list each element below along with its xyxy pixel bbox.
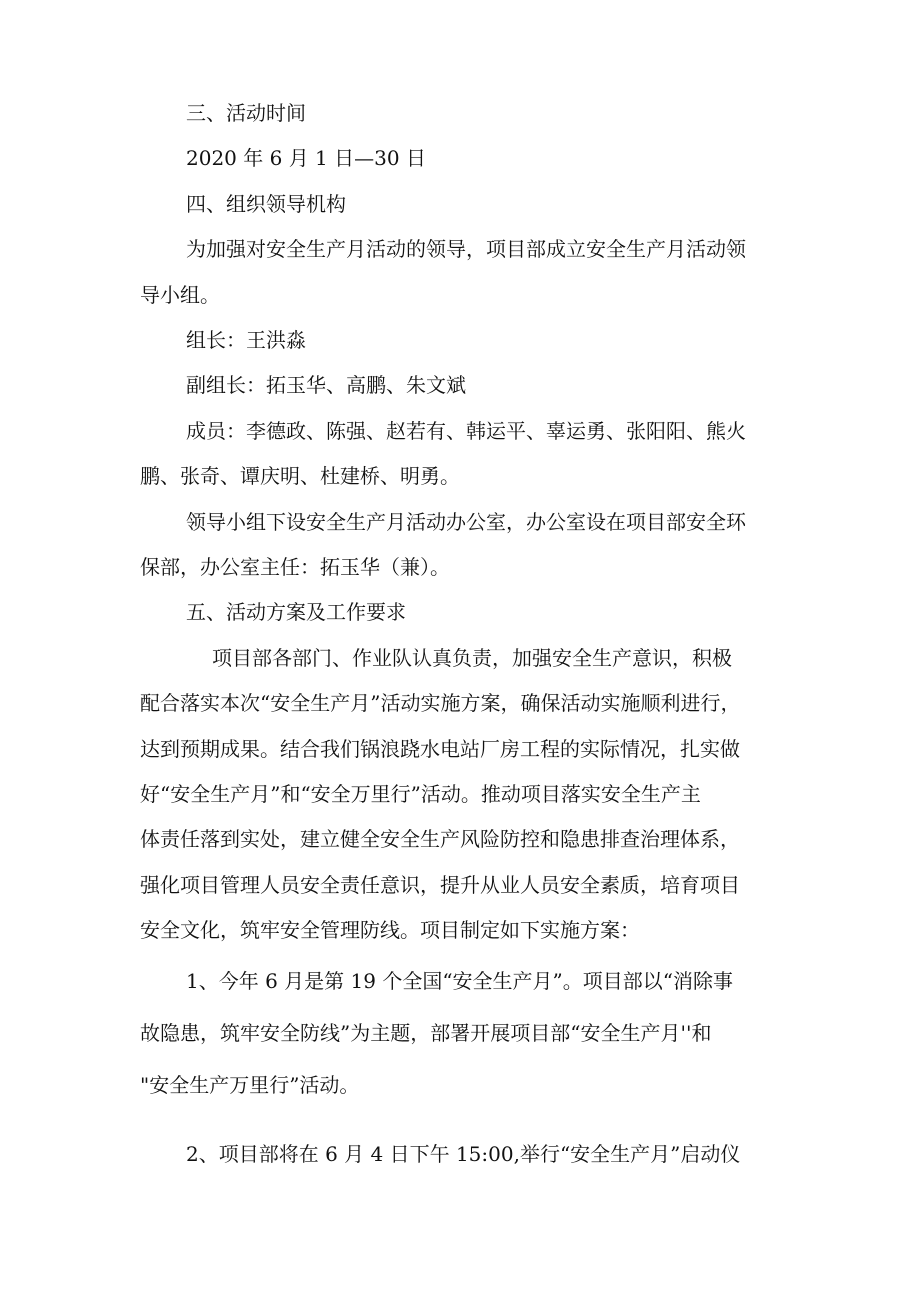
deputy-leader-line: 副组长：拓玉华、高鹏、朱文斌	[186, 373, 466, 397]
paragraph-line: 安全文化，筑牢安全管理防线。项目制定如下实施方案：	[140, 918, 640, 942]
paragraph-line: 为加强对安全生产月活动的领导，项目部成立安全生产月活动领	[186, 237, 746, 261]
paragraph-line: 好“安全生产月”和“安全万里行”活动。推动项目落实安全生产主	[140, 782, 701, 806]
paragraph-line: 领导小组下设安全生产月活动办公室，办公室设在项目部安全环	[186, 510, 746, 534]
paragraph-line: 体责任落到实处，建立健全安全生产风险防控和隐患排查治理体系，	[140, 827, 740, 851]
list-item-1: 1、今年 6 月是第 19 个全国“安全生产月”。项目部以“消除事	[186, 969, 734, 993]
list-item-1-continued: "安全生产万里行”活动。	[140, 1073, 360, 1097]
section-heading-organization: 四、组织领导机构	[186, 192, 346, 216]
paragraph-line: 达到预期成果。结合我们锅浪跷水电站厂房工程的实际情况，扎实做	[140, 737, 740, 761]
activity-date: 2020 年 6 月 1 日—30 日	[186, 146, 426, 170]
members-line-continued: 鹏、张奇、谭庆明、杜建桥、明勇。	[140, 464, 460, 488]
list-item-2: 2、项目部将在 6 月 4 日下午 15:00,举行“安全生产月”启动仪	[186, 1142, 741, 1166]
paragraph-line: 项目部各部门、作业队认真负责，加强安全生产意识，积极	[212, 646, 732, 670]
paragraph-line: 配合落实本次“安全生产月”活动实施方案，确保活动实施顺利进行，	[140, 691, 741, 715]
members-line: 成员：李德政、陈强、赵若有、韩运平、辜运勇、张阳阳、熊火	[186, 419, 746, 443]
paragraph-line: 保部，办公室主任：拓玉华（兼）。	[140, 555, 450, 579]
list-item-1-continued: 故隐患，筑牢安全防线”为主题，部署开展项目部“安全生产月''和	[140, 1021, 712, 1045]
paragraph-line: 强化项目管理人员安全责任意识，提升从业人员安全素质，培育项目	[140, 873, 740, 897]
section-heading-activity-time: 三、活动时间	[186, 101, 306, 125]
leader-line: 组长：王洪淼	[186, 328, 306, 352]
section-heading-plan: 五、活动方案及工作要求	[186, 600, 406, 624]
paragraph-line: 导小组。	[140, 283, 220, 307]
